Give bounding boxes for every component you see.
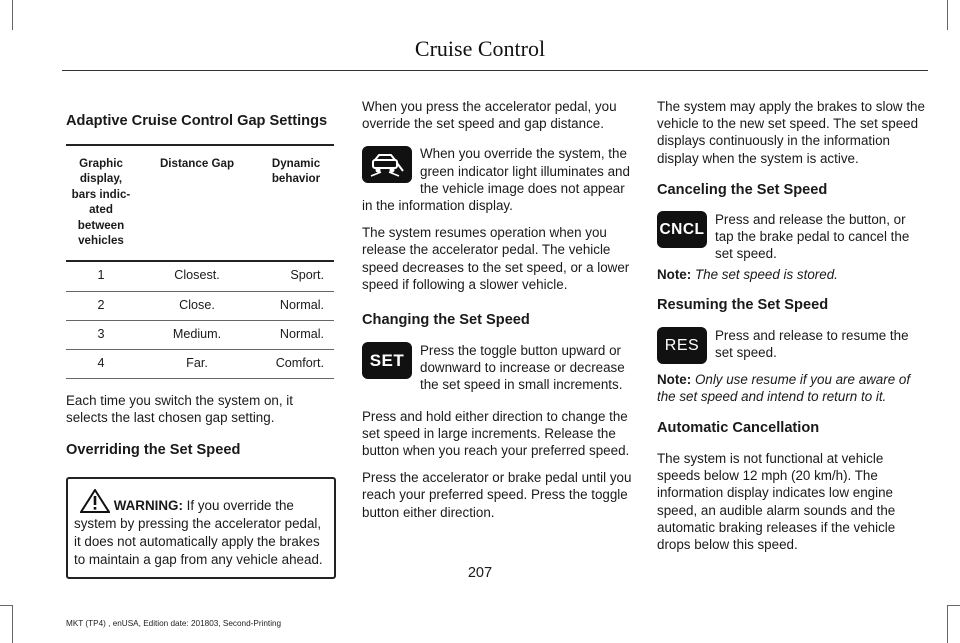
override-paragraph: When you press the accelerator pedal, you override the set speed and gap distance. [362,99,617,132]
page-number: 207 [467,565,493,581]
table-row [66,350,334,379]
section-heading-override: Overriding the Set Speed [66,441,241,458]
section-heading-canceling: Canceling the Set Speed [657,181,828,198]
warning-text: If you override the system by pressing the accelerator pedal, it does not automatically apply the brakes to maintain a gap from any vehicle ahead. [74,497,323,567]
cell-behavior: Normal. [258,320,334,349]
cancel-text: Press and release the button, or tap the brake pedal to cancel the set speed. [715,211,910,262]
note-text: The set speed is stored. [694,267,838,283]
table-heading: Adaptive Cruise Control Gap Settings [66,113,328,129]
pedal-text: Press the accelerator or brake pedal until you reach your preferred speed. Press the toggle button either direction. [362,470,632,520]
crop-mark [12,0,13,30]
crop-mark [947,605,948,643]
auto-cancel-text: The system is not functional at vehicle speeds below 12 mph (20 km/h). The information display indicates low engine speed, an audible alarm sounds and the automatic braking releases if the vehicle drops below this speed. [657,451,896,553]
crop-mark [0,605,12,606]
table-row [66,261,334,291]
edition-footer: MKT (TP4) , enUSA, Edition date: 201803, Second-Printing [66,619,282,628]
resume-operation-text: The system resumes operation when you release the accelerator pedal. The vehicle speed decreases to the set speed, or a lower speed if following a slower vehicle. [362,225,630,292]
crop-mark [947,605,960,606]
hold-direction-text: Press and hold either direction to change the set speed in large increments. Release the button when you reach your preferred speed. [362,408,630,459]
gap-setting-text: Each time you switch the system on, it selects the last chosen gap setting. [66,393,293,426]
header-rule [62,70,928,71]
column-middle [362,98,634,521]
table-row [66,320,334,349]
header-dynamic-behavior: Dynamic behavior [258,145,334,261]
override-indicator-icon [362,146,412,183]
cell-bars: 2 [66,291,136,320]
table-header-row [66,145,334,261]
cell-distance: Medium. [136,320,258,349]
section-heading-automatic: Automatic Cancellation [657,420,820,437]
warning-icon [80,489,110,513]
note-label: Note: [657,267,692,283]
note-stored [657,266,927,283]
note-text: Only use resume if you are aware of the set speed and intend to return to it. [657,371,911,404]
cell-distance: Close. [136,291,258,320]
set-speed-text: Press the toggle button upward or downward to increase or decrease the set speed in small increments. [420,343,625,393]
section-heading-resuming: Resuming the Set Speed [657,296,829,313]
note-label: Note: [657,371,692,387]
override-indicator-text: When you override the system, the green indicator light illuminates and the vehicle image does not appear in the information display. [362,146,630,214]
column-right [657,98,927,553]
cancel-row [657,211,927,263]
header-graphic-display: Graphic display, bars indic-ated between vehicles [66,145,136,261]
resume-text: Press and release to resume the set speed. [715,327,909,360]
warning-label: WARNING: [113,497,183,513]
warning-box [66,477,336,579]
gap-settings-table [66,144,334,379]
cell-distance: Closest. [136,261,258,291]
header-distance-gap: Distance Gap [136,145,258,261]
cell-distance: Far. [136,350,258,379]
res-button-icon: RES [657,327,707,364]
resume-row [657,327,927,371]
override-indicator-block [362,145,634,214]
cncl-button-icon: CNCL [657,211,707,248]
cell-behavior: Sport. [258,261,334,291]
cell-behavior: Comfort. [258,350,334,379]
crop-mark [947,0,948,30]
brake-apply-text: The system may apply the brakes to slow the vehicle to the new set speed. The set speed displays continuously in the information display when the system is active. [657,99,925,166]
cell-bars: 1 [66,261,136,291]
cell-bars: 4 [66,350,136,379]
set-button-icon: SET [362,342,412,379]
cell-behavior: Normal. [258,291,334,320]
note-resume [657,371,927,405]
crop-mark [12,605,13,643]
car-gap-icon [369,151,405,179]
cell-bars: 3 [66,320,136,349]
section-heading-changing: Changing the Set Speed [362,312,530,329]
page-title: Cruise Control [414,36,546,61]
table-row [66,291,334,320]
set-speed-row [362,342,634,394]
column-left [66,98,336,579]
